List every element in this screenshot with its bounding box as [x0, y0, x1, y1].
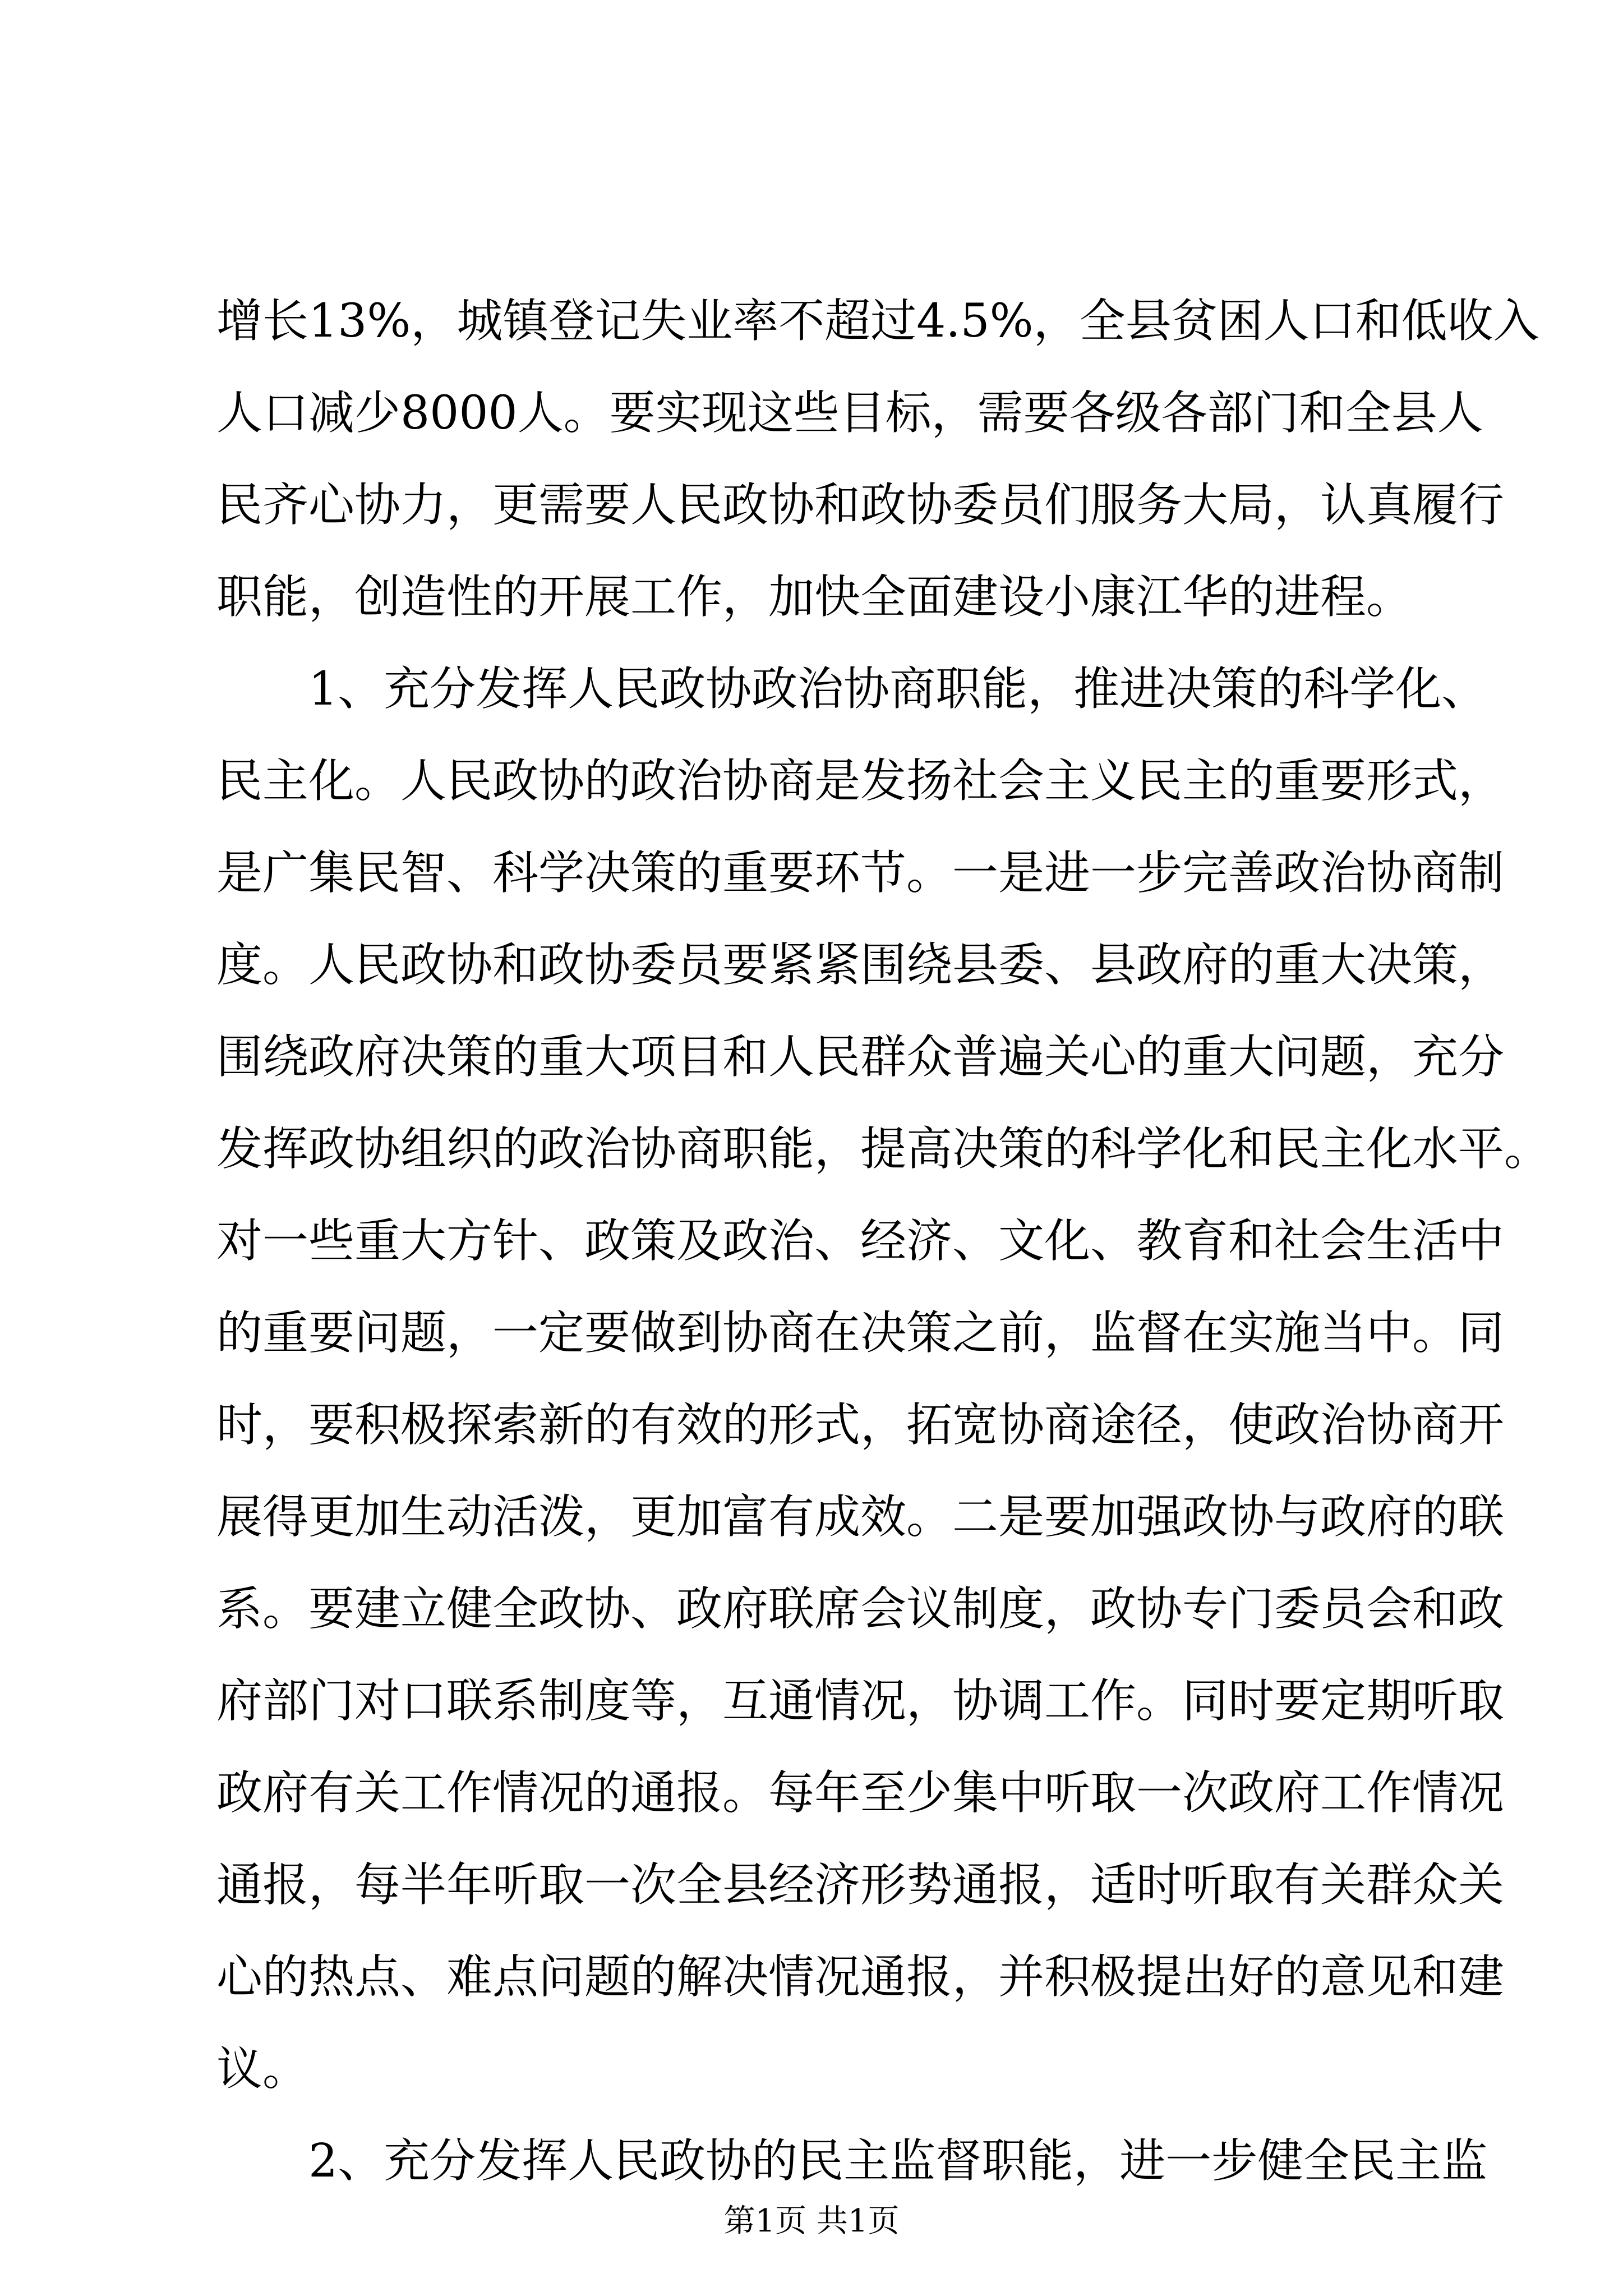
text-line: 人口减少8000人。要实现这些目标，需要各级各部门和全县人 [216, 386, 1483, 440]
text-line: 议。 [216, 2042, 309, 2096]
text-line-paragraph-start: 1、充分发挥人民政协政治协商职能，推进决策的科学化、 [308, 662, 1488, 716]
text-line-paragraph-start: 2、充分发挥人民政协的民主监督职能，进一步健全民主监 [308, 2134, 1488, 2188]
text-line: 的重要问题，一定要做到协商在决策之前，监督在实施当中。同 [216, 1306, 1505, 1360]
text-line: 展得更加生动活泼，更加富有成效。二是要加强政协与政府的联 [216, 1490, 1505, 1544]
text-line: 民主化。人民政协的政治协商是发扬社会主义民主的重要形式， [216, 754, 1505, 808]
text-line: 民齐心协力，更需要人民政协和政协委员们服务大局，认真履行 [216, 478, 1505, 532]
text-line: 对一些重大方针、政策及政治、经济、文化、教育和社会生活中 [216, 1214, 1505, 1268]
text-line: 系。要建立健全政协、政府联席会议制度，政协专门委员会和政 [216, 1582, 1505, 1636]
text-line: 围绕政府决策的重大项目和人民群众普遍关心的重大问题，充分 [216, 1030, 1505, 1084]
text-line: 通报，每半年听取一次全县经济形势通报，适时听取有关群众关 [216, 1858, 1505, 1912]
text-line: 时，要积极探索新的有效的形式，拓宽协商途径，使政治协商开 [216, 1398, 1505, 1452]
text-line: 度。人民政协和政协委员要紧紧围绕县委、县政府的重大决策， [216, 938, 1505, 992]
text-line: 职能，创造性的开展工作，加快全面建设小康江华的进程。 [216, 570, 1413, 624]
text-line: 发挥政协组织的政治协商职能，提高决策的科学化和民主化水平。 [216, 1122, 1551, 1176]
text-line: 是广集民智、科学决策的重要环节。一是进一步完善政治协商制 [216, 846, 1505, 900]
page-footer: 第1页 共1页 [723, 2203, 900, 2239]
text-line: 心的热点、难点问题的解决情况通报，并积极提出好的意见和建 [216, 1950, 1505, 2004]
text-line: 政府有关工作情况的通报。每年至少集中听取一次政府工作情况 [216, 1766, 1505, 1820]
text-line: 增长13%，城镇登记失业率不超过4.5%，全县贫困人口和低收入 [216, 295, 1539, 348]
text-line: 府部门对口联系制度等，互通情况，协调工作。同时要定期听取 [216, 1674, 1505, 1728]
